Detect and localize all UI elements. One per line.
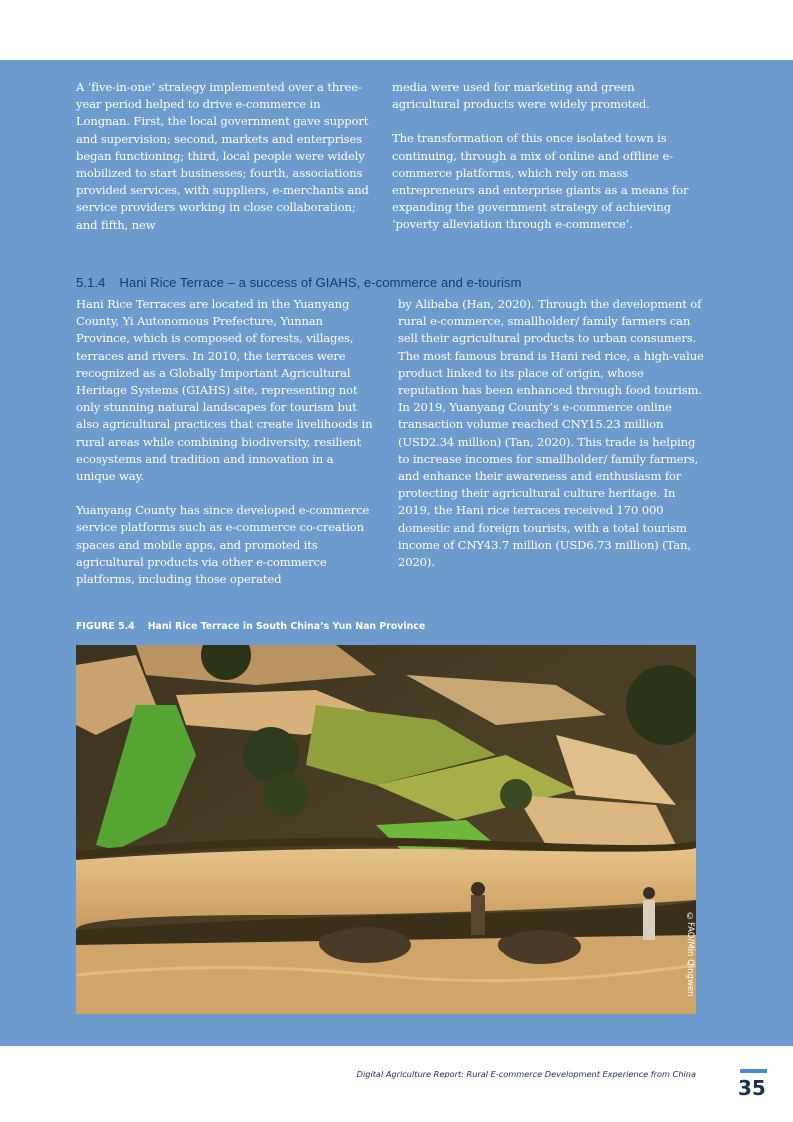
figure-caption-text: Hani Rice Terrace in South China’s Yun Nan Province [147, 621, 426, 632]
section-left-column [76, 296, 376, 588]
section-right-column [398, 296, 704, 571]
section-left-paragraph-1: Hani Rice Terraces are located in the Yuanyang County, Yi Autonomous Prefecture, Yunnan Province, which is composed of forests, villages, terraces and rivers. In 2010, the terraces were recognized as a Globally Important Agricultural Heritage Systems (GIAHS) site, representing not only stunning natural landscapes for tourism but also agricultural practices that create livelihoods in rural areas while combining biodiversity, resilient ecosystems and tradition and innovation in a unique way. [76, 297, 373, 484]
figure-caption [76, 621, 425, 632]
rice-terrace-photo [76, 645, 696, 1014]
section-right-paragraph: by Alibaba (Han, 2020). Through the development of rural e-commerce, smallholder/ family farmers can sell their agricultural products to urban consumers. The most famous brand is Hani red rice, a high-value product linked to its place of origin, whose reputation has been enhanced through food tourism. In 2019, Yuanyang County’s e-commerce online transaction volume reached CNY15.23 million (USD2.34 million) (Tan, 2020). This trade is helping to increase incomes for smallholder/ family farmers, and enhance their awareness and enthusiasm for protecting their agricultural culture heritage. In 2019, the Hani rice terraces received 170 000 domestic and foreign tourists, with a total tourism income of CNY43.7 million (USD6.73 million) (Tan, 2020). [398, 297, 704, 570]
intro-right-paragraph-1: media were used for marketing and green agricultural products were widely promoted. [392, 80, 650, 112]
intro-right-paragraph-2: The transformation of this once isolated town is continuing, through a mix of online and offline e-commerce platforms, which rely on mass entrepreneurs and enterprise giants as a means for expanding the government strategy of achieving ‘poverty alleviation through e-commerce’. [392, 131, 689, 232]
section-number: 5.1.4 [76, 275, 106, 290]
footer-report-title: Digital Agriculture Report: Rural E-commerce Development Experience from China [356, 1069, 696, 1079]
section-heading [76, 275, 716, 290]
section-title: Hani Rice Terrace – a success of GIAHS, e-commerce and e-tourism [119, 275, 522, 290]
photo-credit: ©FAO/Min Qingwen [685, 912, 695, 997]
section-left-paragraph-2: Yuanyang County has since developed e-commerce service platforms such as e-commerce co-creation spaces and mobile apps, and promoted its agricultural products via other e-commerce platforms, including those operated [76, 503, 370, 587]
intro-left-column [76, 79, 372, 234]
intro-right-column [392, 79, 692, 234]
figure-label: FIGURE 5.4 [76, 621, 135, 632]
page-number: 35 [738, 1076, 766, 1100]
page-number-bar [740, 1069, 767, 1073]
intro-left-paragraph: A ‘five-in-one’ strategy implemented over a three-year period helped to drive e-commerce in Longnan. First, the local government gave support and supervision; second, markets and enterprises began functioning; third, local people were widely mobilized to start businesses; fourth, associations provided services, with suppliers, e-merchants and service providers working in close collaboration; and fifth, new [76, 80, 369, 232]
